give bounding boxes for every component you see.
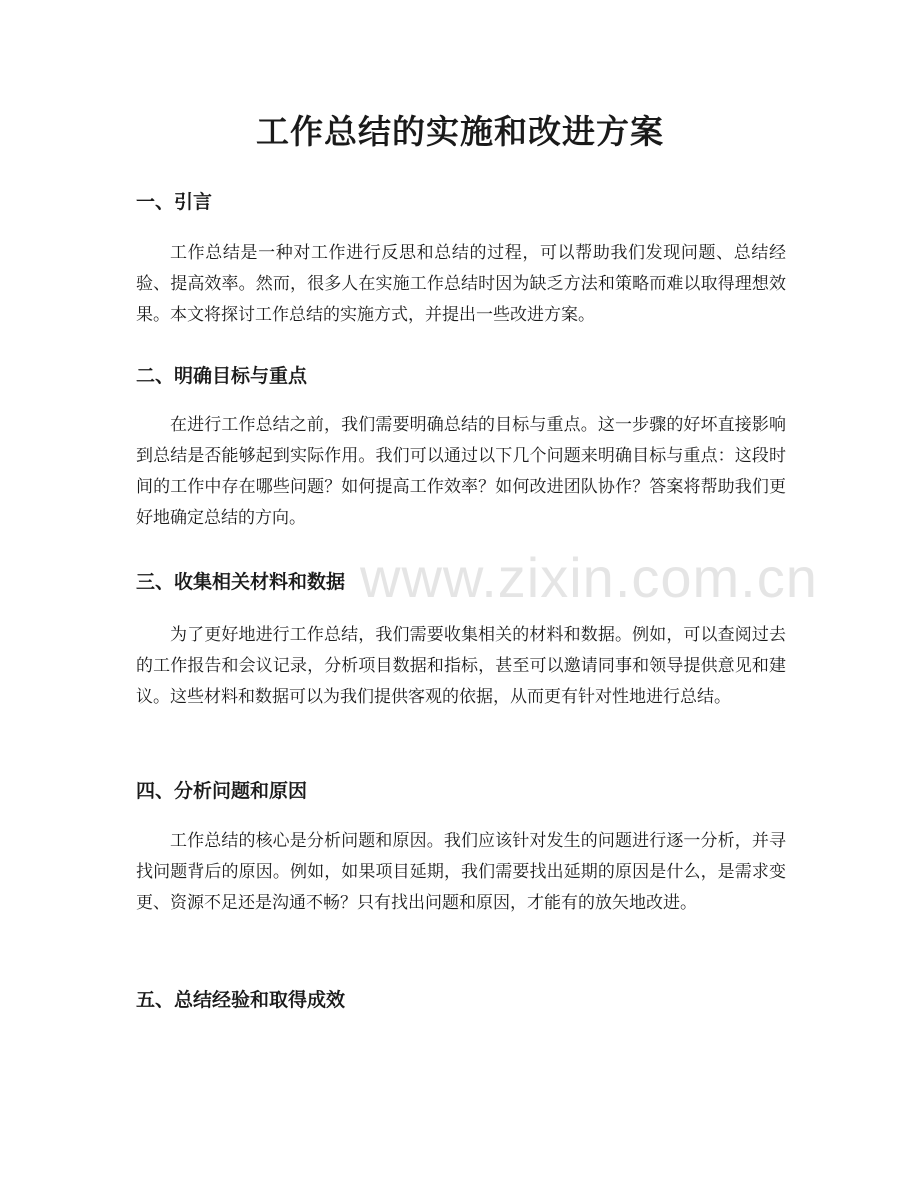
section-heading-materials: 三、收集相关材料和数据 <box>136 571 346 593</box>
section-body-materials: 为了更好地进行工作总结，我们需要收集相关的材料和数据。例如，可以查阅过去的工作报告和会议记录，分析项目数据和指标，甚至可以邀请同事和领导提供意见和建议。这些材料和数据可以为我们提供客观的依据，从而更有针对性地进行总结。 <box>136 625 786 707</box>
section-heading-intro: 一、引言 <box>136 191 213 213</box>
section-heading-analysis: 四、分析问题和原因 <box>136 780 308 802</box>
section-body-goals: 在进行工作总结之前，我们需要明确总结的目标与重点。这一步骤的好坏直接影响到总结是否能够起到实际作用。我们可以通过以下几个问题来明确目标与重点：这段时间的工作中存在哪些问题？如何提高工作效率？如何改进团队协作？答案将帮助我们更好地确定总结的方向。 <box>136 415 786 528</box>
watermark: www.zixin.com.cn <box>360 546 818 609</box>
page-title: 工作总结的实施和改进方案 <box>256 112 664 151</box>
section-body-intro: 工作总结是一种对工作进行反思和总结的过程，可以帮助我们发现问题、总结经验、提高效率。然而，很多人在实施工作总结时因为缺乏方法和策略而难以取得理想效果。本文将探讨工作总结的实施方式，并提出一些改进方案。 <box>136 243 786 325</box>
section-heading-goals: 二、明确目标与重点 <box>136 365 308 387</box>
section-body-analysis: 工作总结的核心是分析问题和原因。我们应该针对发生的问题进行逐一分析，并寻找问题背后的原因。例如，如果项目延期，我们需要找出延期的原因是什么，是需求变更、资源不足还是沟通不畅？只有找出问题和原因，才能有的放矢地改进。 <box>136 831 786 913</box>
section-heading-experience: 五、总结经验和取得成效 <box>136 989 346 1011</box>
